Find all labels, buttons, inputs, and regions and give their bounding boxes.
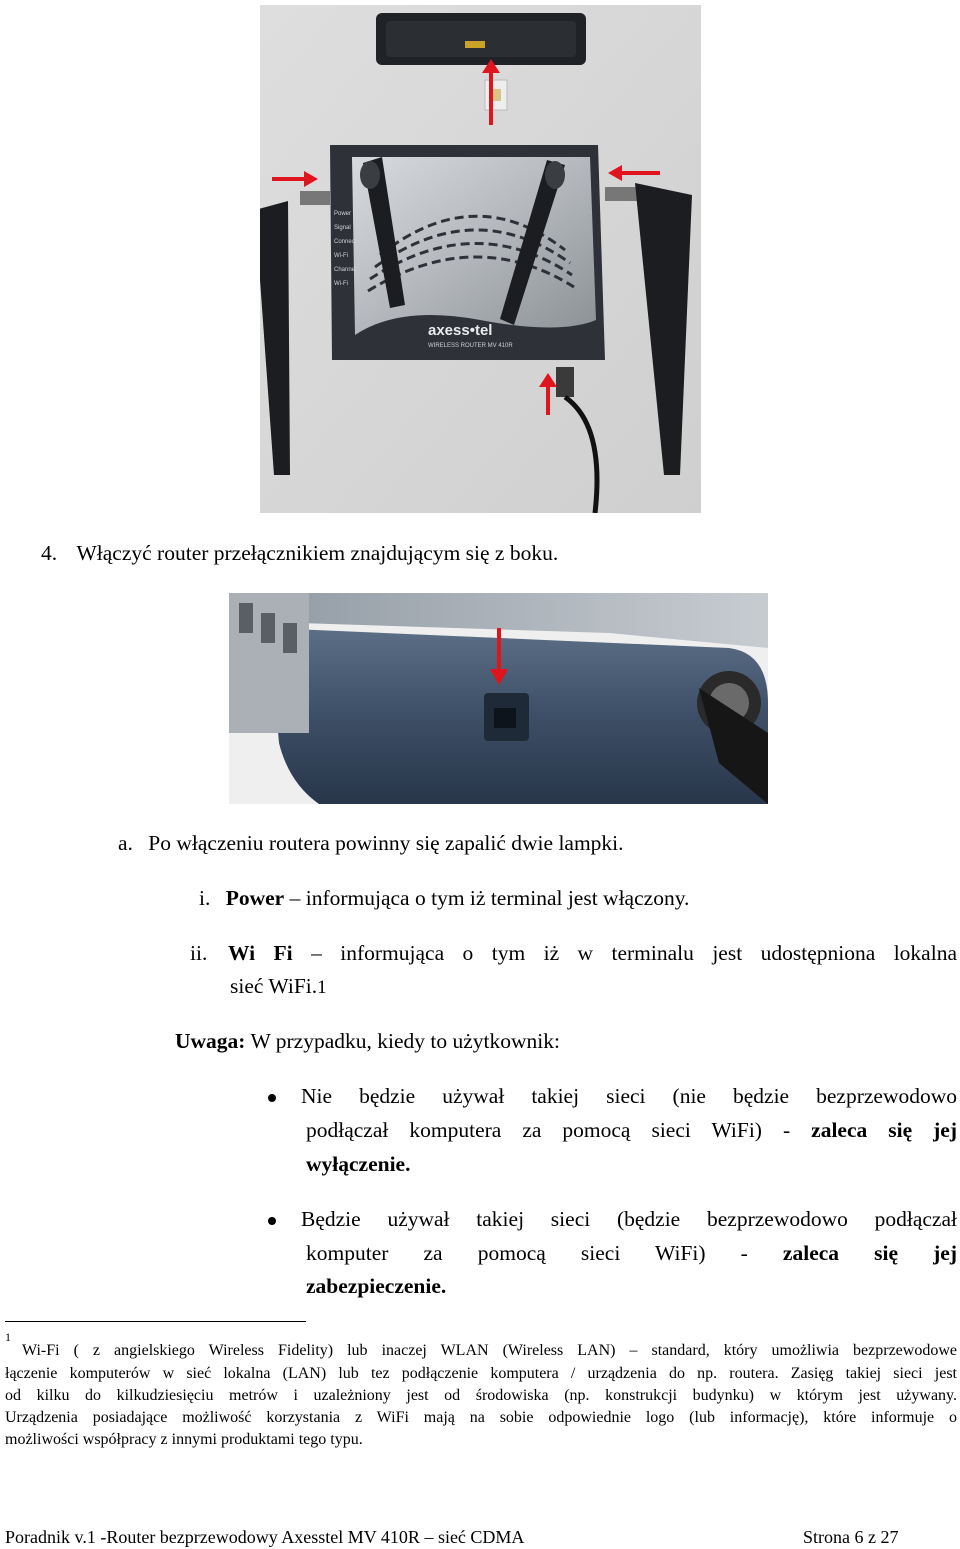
- footer-title: Poradnik v.1 -Router bezprzewodowy Axesstel MV 410R – sieć CDMA: [5, 1527, 525, 1547]
- svg-text:Channel: Channel: [334, 267, 357, 273]
- bullet-2-line1: Będzie używał takiej sieci (będzie bezprzewodowo podłączał: [301, 1207, 957, 1231]
- svg-text:Wi-Fi: Wi-Fi: [334, 253, 348, 259]
- bullet-2-line3: [306, 1274, 446, 1299]
- bullet-1-text: podłączał komputera za pomocą sieci WiFi) -: [306, 1118, 791, 1142]
- item-ii-marker: ii.: [190, 941, 208, 965]
- svg-text:Wi-Fi: Wi-Fi: [334, 281, 348, 287]
- note: [175, 1029, 560, 1054]
- bullet-2-dot: [268, 1217, 276, 1225]
- item-i-label: Power: [225, 886, 285, 910]
- footnote-line3: od kilku do kilkudziesięciu metrów i uzależniony jest od środowiska (np. konstrukcji budynku) w którym jest używany.: [5, 1387, 957, 1404]
- item-ii-label: Wi Fi: [228, 941, 293, 965]
- step-4: [41, 541, 558, 566]
- router-top-photo: [260, 5, 701, 513]
- footnote-line5: możliwości współpracy z innymi produktami tego typu.: [5, 1431, 363, 1448]
- bullet-1-line1: Nie będzie używał takiej sieci (nie będzie bezprzewodowo: [301, 1084, 957, 1108]
- item-i-marker: i.: [199, 886, 211, 910]
- bullet-2-action: zabezpieczenie.: [306, 1274, 447, 1298]
- bullet-2-recommendation: zaleca się jej: [782, 1241, 957, 1265]
- svg-text:axess•tel: axess•tel: [428, 322, 493, 339]
- footnote-number: 1: [5, 1330, 11, 1344]
- footnote-line4: Urządzenia posiadające możliwość korzystania z WiFi mają na sobie odpowiednie logo (lub informację), które informuje o: [5, 1409, 957, 1426]
- bullet-1-line2: [306, 1118, 957, 1143]
- item-a: [118, 831, 624, 856]
- item-ii-text-continued: sieć WiFi.: [230, 974, 318, 998]
- footnote-line1: Wi-Fi ( z angielskiego Wireless Fidelity) lub inaczej WLAN (Wireless LAN) – standard, który umożliwia bezprzewodowe: [22, 1342, 957, 1359]
- page-number: Strona 6 z 27: [803, 1527, 899, 1547]
- note-text: W przypadku, kiedy to użytkownik:: [250, 1029, 560, 1053]
- bullet-1-line3: [306, 1152, 410, 1177]
- item-ii-line1: [228, 941, 957, 966]
- footnote-separator: [5, 1321, 306, 1322]
- bullet-1-recommendation: zaleca się jej: [811, 1118, 958, 1142]
- svg-text:WIRELESS ROUTER MV 410R: WIRELESS ROUTER MV 410R: [428, 343, 513, 349]
- footnote-reference[interactable]: 1: [317, 977, 327, 998]
- svg-text:Connect: Connect: [334, 239, 357, 245]
- bullet-1-dot: [268, 1094, 276, 1102]
- step-number: 4.: [41, 541, 58, 565]
- item-a-text: Po włączeniu routera powinny się zapalić dwie lampki.: [148, 831, 624, 855]
- bullet-2-line2: [306, 1241, 957, 1266]
- bullet-1-action: wyłączenie.: [306, 1152, 411, 1176]
- item-i-text: – informująca o tym iż terminal jest włączony.: [289, 886, 690, 910]
- svg-text:Signal: Signal: [334, 225, 351, 231]
- step-text: Włączyć router przełącznikiem znajdującym się z boku.: [76, 541, 559, 565]
- item-i: [199, 886, 689, 911]
- router-side-photo: [229, 593, 768, 804]
- item-a-marker: a.: [118, 831, 133, 855]
- footnote-line2: łączenie komputerów w sieć lokalna (LAN) lub tez podłączenie komputera / urządzenia do np. routera. Zasięg takiej sieci jest: [5, 1365, 957, 1382]
- bullet-2-text: komputer za pomocą sieci WiFi) -: [306, 1241, 748, 1265]
- item-ii-line2: [230, 974, 327, 999]
- svg-text:Power: Power: [334, 211, 352, 217]
- note-label: Uwaga:: [175, 1029, 246, 1053]
- item-ii-text: – informująca o tym iż w terminalu jest udostępniona lokalna: [311, 941, 957, 965]
